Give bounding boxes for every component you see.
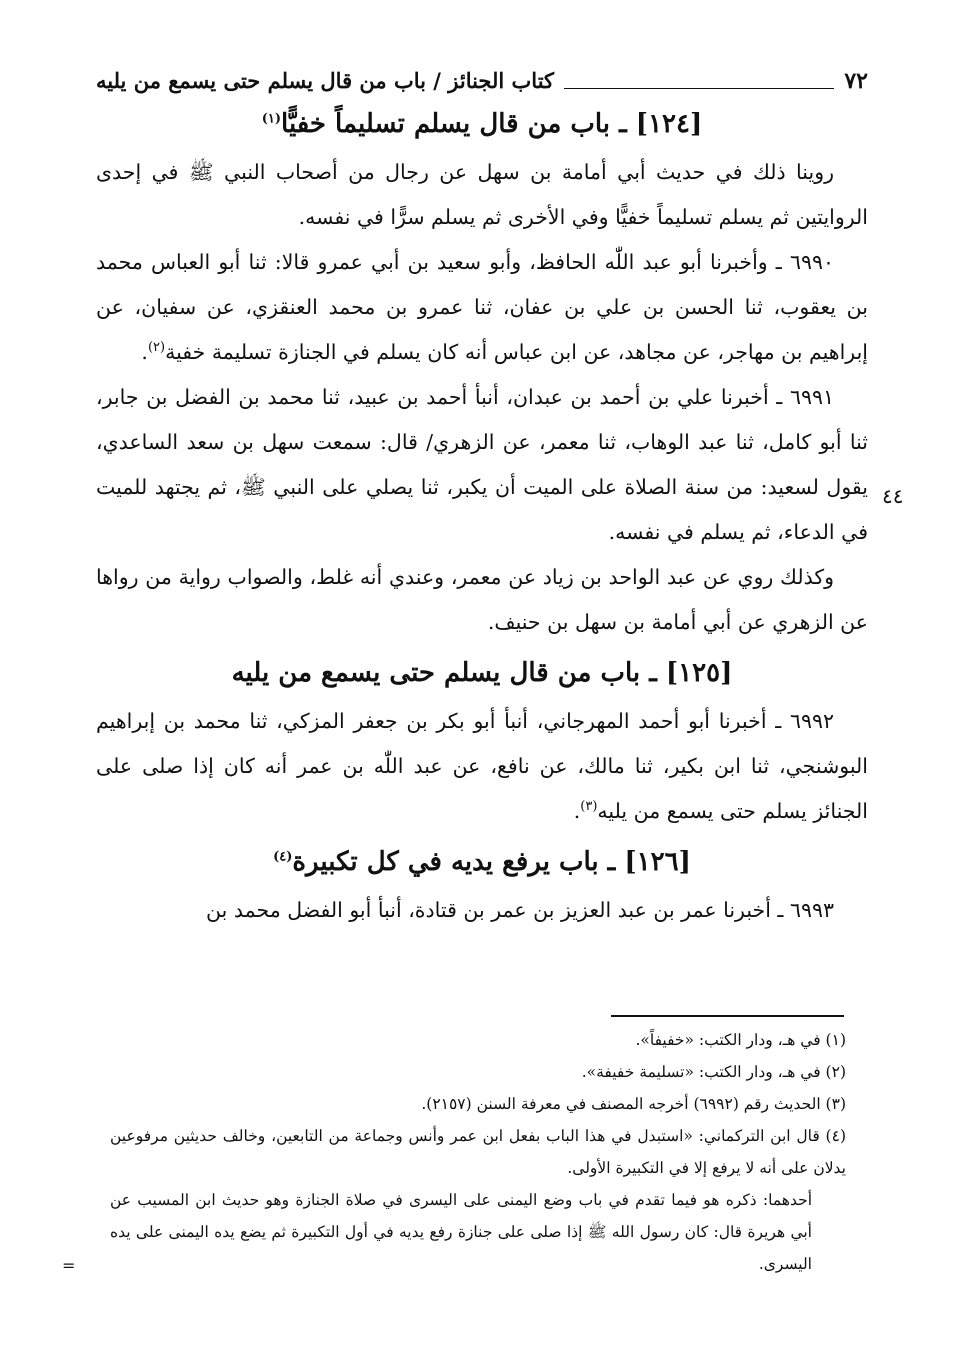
footnote-ref: (٤): [273, 849, 293, 865]
hadith-paragraph: [96, 375, 868, 555]
footnote-continuation: أحدهما: ذكره هو فيما تقدم في باب وضع اليمنى على اليسرى في صلاة الجنازة وهو حديث ابن المسيب عن أبي هريرة قال: كان رسول الله ﷺ إذا صلى على جنازة رفع يديه في أول التكبيرة ثم يضع يده اليمنى على يده اليسرى.: [110, 1191, 812, 1273]
margin-page-number: ٤٤: [882, 484, 904, 508]
page: [96, 62, 868, 933]
paragraph-text: وكذلك روي عن عبد الواحد بن زياد عن معمر، وعندي أنه غلط، والصواب رواية من رواها عن الزهري عن أبي أمامة بن سهل بن حنيف.: [96, 565, 868, 634]
chapter-heading: [96, 840, 868, 884]
page-number: ٧٢: [844, 68, 868, 94]
heading-text: [١٢٦] ـ باب يرفع يديه في كل تكبيرة: [292, 847, 691, 877]
footnotes: [110, 1024, 846, 1280]
running-title: كتاب الجنائز / باب من قال يسلم حتى يسمع من يليه: [96, 68, 555, 93]
paragraph-text: ٦٩٩٢ ـ أخبرنا أبو أحمد المهرجاني، أنبأ أبو بكر بن جعفر المزكي، ثنا محمد بن إبراهيم البوشنجي، ثنا ابن بكير، ثنا مالك، عن نافع، عن عبد اللّٰه بن عمر أنه كان إذا صلى على الجنائز يسلم حتى يسمع من يليه: [96, 709, 868, 823]
stray-mark: =: [62, 1256, 76, 1275]
chapter-heading: [96, 651, 868, 695]
paragraph-text: روينا ذلك في حديث أبي أمامة بن سهل عن رجال من أصحاب النبي ﷺ في إحدى الروايتين ثم يسلم تسليماً خفيًّا وفي الأخرى ثم يسلم سرًّا في نفسه.: [96, 160, 868, 229]
footnote: (٤) قال ابن التركماني: «استبدل في هذا الباب بفعل ابن عمر وأنس وجماعة من التابعين، وخالف حديثين مرفوعين يدلان على أنه لا يرفع إلا في التكبيرة الأولى.: [110, 1127, 846, 1177]
paragraph-text: ٦٩٩١ ـ أخبرنا علي بن أحمد بن عبدان، أنبأ أحمد بن عبيد، ثنا محمد بن الفضل بن جابر، ثنا أبو كامل، ثنا عبد الوهاب، ثنا معمر، عن الزهري/ قال: سمعت سهل بن سعد الساعدي، يقول لسعيد: من سنة الصلاة على الميت أن يكبر، ثنا يصلي على النبي ﷺ، ثم يجتهد للميت في الدعاء، ثم يسلم في نفسه.: [96, 385, 868, 544]
paragraph-text: ٦٩٩٠ ـ وأخبرنا أبو عبد اللّٰه الحافظ، وأبو سعيد بن أبي عمرو قالا: ثنا أبو العباس محمد بن يعقوب، ثنا الحسن بن علي بن عفان، ثنا عمرو بن محمد العنقزي، عن سفيان، عن إبراهيم بن مهاجر، عن مجاهد، عن ابن عباس أنه كان يسلم في الجنازة تسليمة خفية: [96, 250, 868, 364]
footnote-ref: (١): [261, 111, 282, 127]
footnote-separator: [611, 1015, 844, 1017]
footnote-ref: (٢): [147, 340, 166, 356]
running-head: [96, 62, 868, 96]
hadith-paragraph: [96, 888, 868, 933]
header-rule: [564, 88, 834, 89]
hadith-paragraph: [96, 240, 868, 375]
footnote-ref: (٣): [580, 799, 598, 815]
paragraph: [96, 150, 868, 240]
footnote: (١) في هـ، ودار الكتب: «خفيفاً».: [635, 1031, 846, 1049]
chapter-heading: [96, 102, 868, 146]
paragraph: [96, 555, 868, 645]
paragraph-tail: .: [141, 340, 148, 364]
footnote: (٢) في هـ، ودار الكتب: «تسليمة خفيفة».: [581, 1063, 846, 1081]
hadith-paragraph: [96, 699, 868, 834]
footnote: (٣) الحديث رقم (٦٩٩٢) أخرجه المصنف في معرفة السنن (٢١٥٧).: [421, 1095, 846, 1113]
paragraph-text: ٦٩٩٣ ـ أخبرنا عمر بن عبد العزيز بن عمر بن قتادة، أنبأ أبو الفضل محمد بن: [206, 898, 834, 922]
heading-text: [١٢٤] ـ باب من قال يسلم تسليماً خفيًّا: [281, 109, 703, 139]
paragraph-tail: .: [573, 799, 581, 823]
heading-text: [١٢٥] ـ باب من قال يسلم حتى يسمع من يليه: [231, 658, 733, 688]
